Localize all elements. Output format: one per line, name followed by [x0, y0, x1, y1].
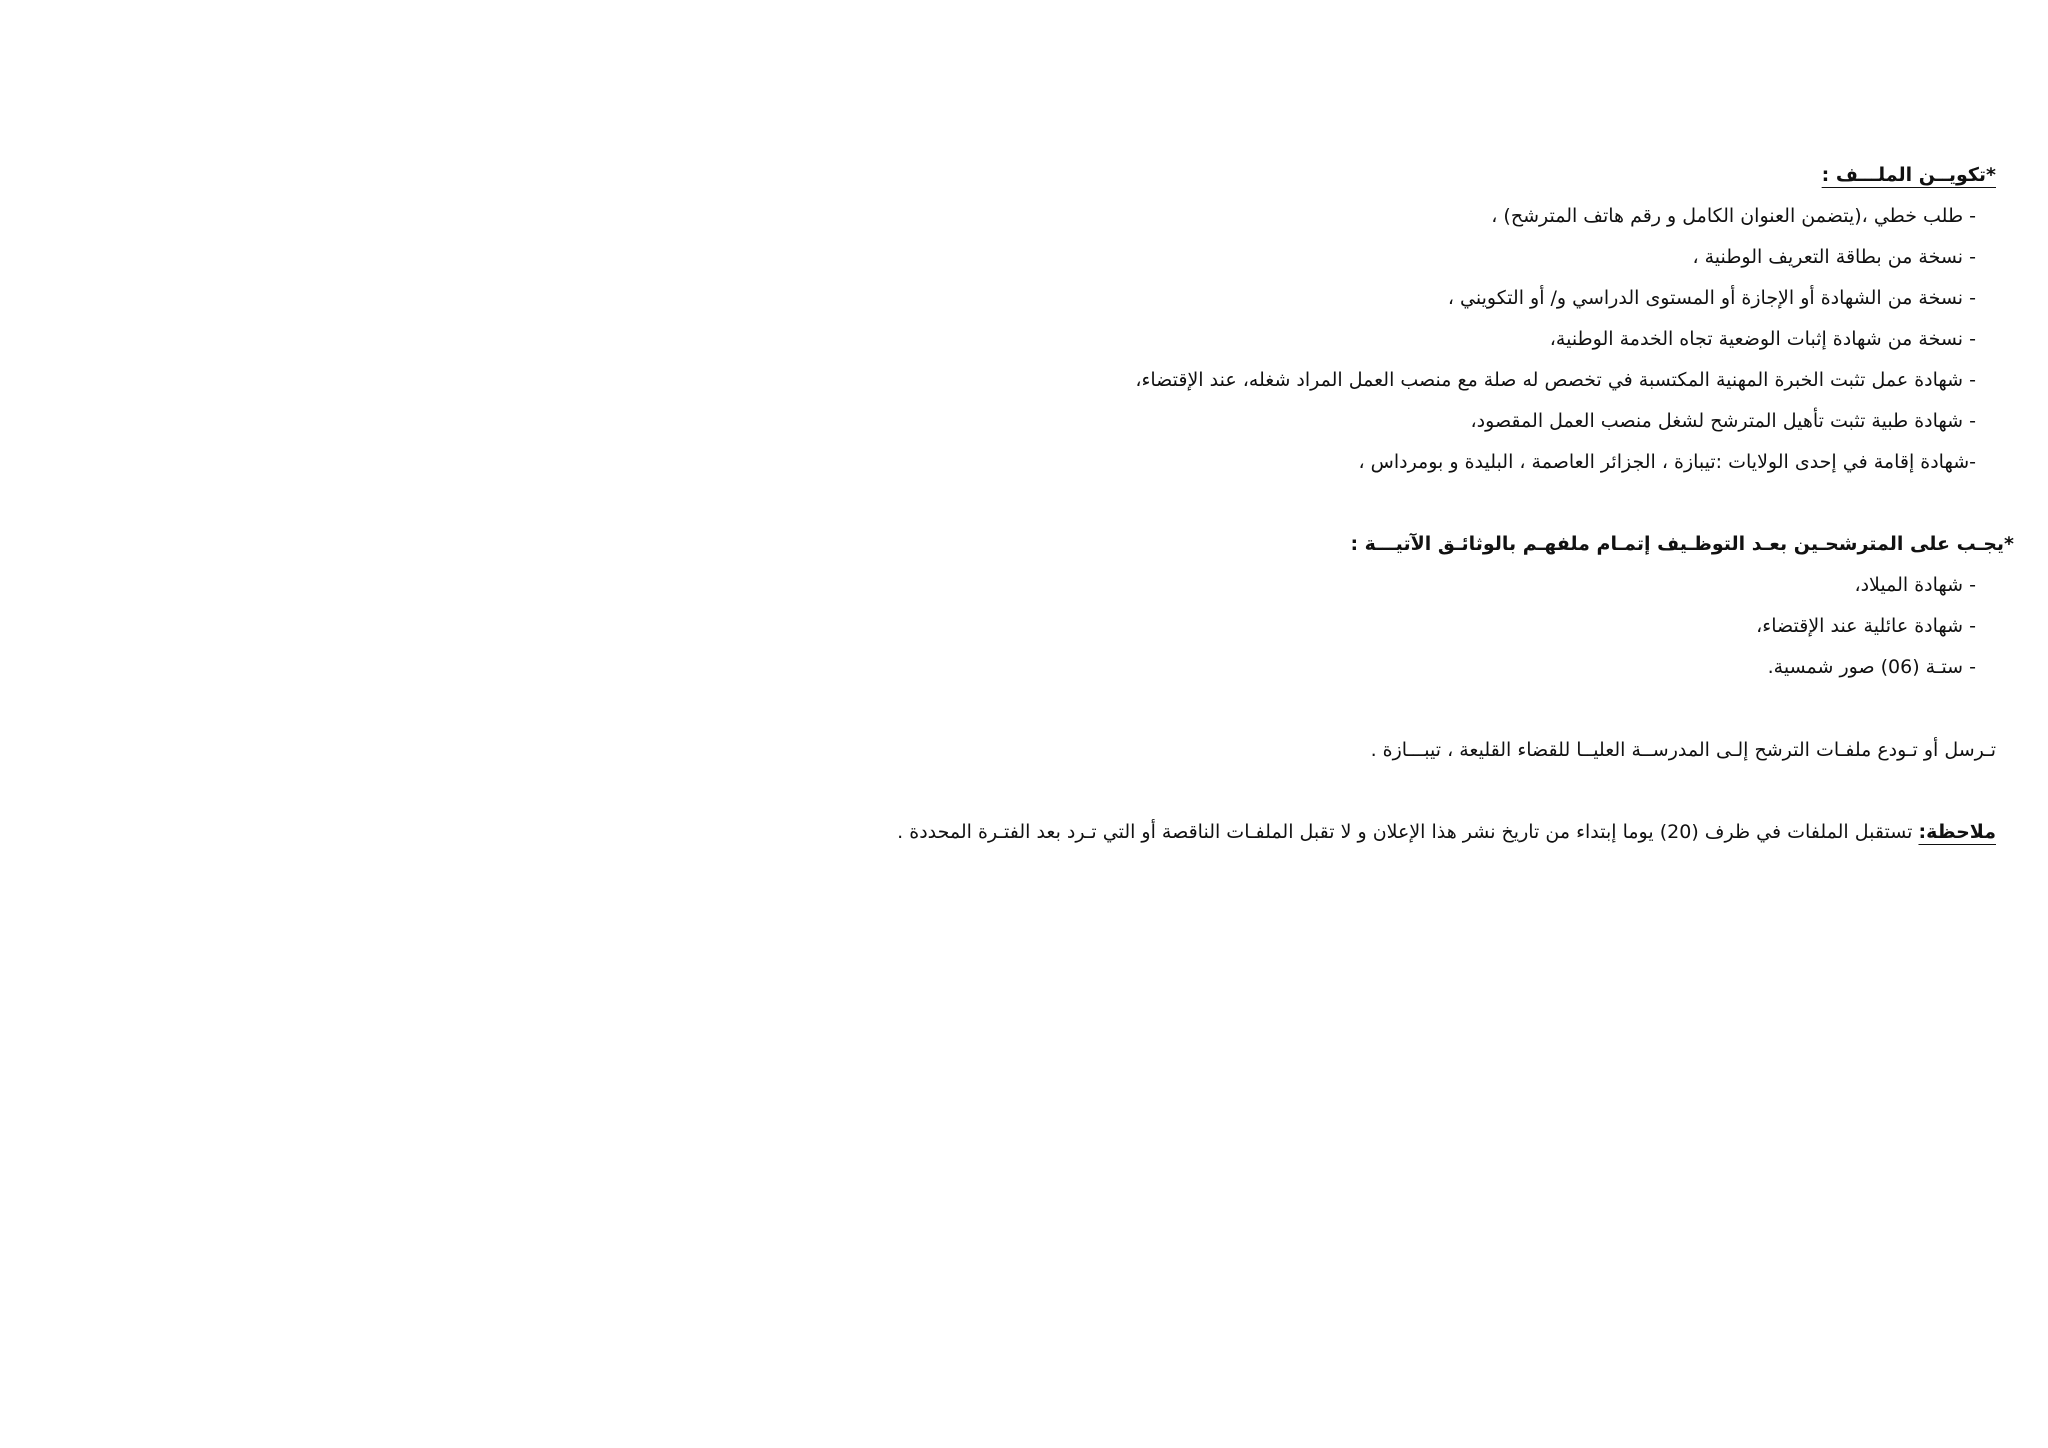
file-composition-title — [696, 155, 1996, 196]
after-hiring-section — [714, 524, 2014, 688]
file-item-1: - طلب خطي ،(يتضمن العنوان الكامل و رقم هاتف المترشح) ، — [1491, 205, 1976, 227]
file-item-4: - نسخة من شهادة إثبات الوضعية تجاه الخدمة الوطنية، — [1549, 328, 1976, 350]
after-hiring-title: *يجـب على المترشحـين بعـد التوظـيف إتمـام ملفهـم بالوثائـق الآتيـــة : — [1350, 533, 2014, 555]
after-hiring-item-2: - شهادة عائلية عند الإقتضاء، — [1756, 615, 1976, 637]
send-line: تـرسل أو تـودع ملفـات الترشح إلـى المدرســة العليــا للقضاء القليعة ، تيبـــازة . — [1370, 739, 1996, 761]
file-item-5: - شهادة عمل تثبت الخبرة المهنية المكتسبة في تخصص له صلة مع منصب العمل المراد شغله، عند الإقتضاء، — [1135, 369, 1976, 391]
send-section — [696, 730, 1996, 771]
file-item-6: - شهادة طبية تثبت تأهيل المترشح لشغل منصب العمل المقصود، — [1470, 410, 1976, 432]
file-item-2: - نسخة من بطاقة التعريف الوطنية ، — [1692, 246, 1976, 268]
file-item-3: - نسخة من الشهادة أو الإجازة أو المستوى الدراسي و/ أو التكويني ، — [1447, 287, 1976, 309]
note-section — [696, 812, 1996, 853]
note-label: ملاحظة: — [1918, 821, 1996, 843]
note-line — [696, 812, 1996, 853]
after-hiring-item-1: - شهادة الميلاد، — [1854, 574, 1976, 596]
file-item-7: -شهادة إقامة في إحدى الولايات :تيبازة ، الجزائر العاصمة ، البليدة و بومرداس ، — [1358, 451, 1976, 473]
file-composition-section — [696, 155, 1996, 483]
note-text: تستقبل الملفات في ظرف (20) يوما إبتداء من تاريخ نشر هذا الإعلان و لا تقبل الملفـات الناقصة أو التي تـرد بعد الفتـرة المحددة . — [897, 821, 1919, 843]
after-hiring-item-3: - ستـة (06) صور شمسية. — [1767, 656, 1976, 678]
file-composition-title-text: *تكويــن الملـــف : — [1821, 164, 1996, 186]
